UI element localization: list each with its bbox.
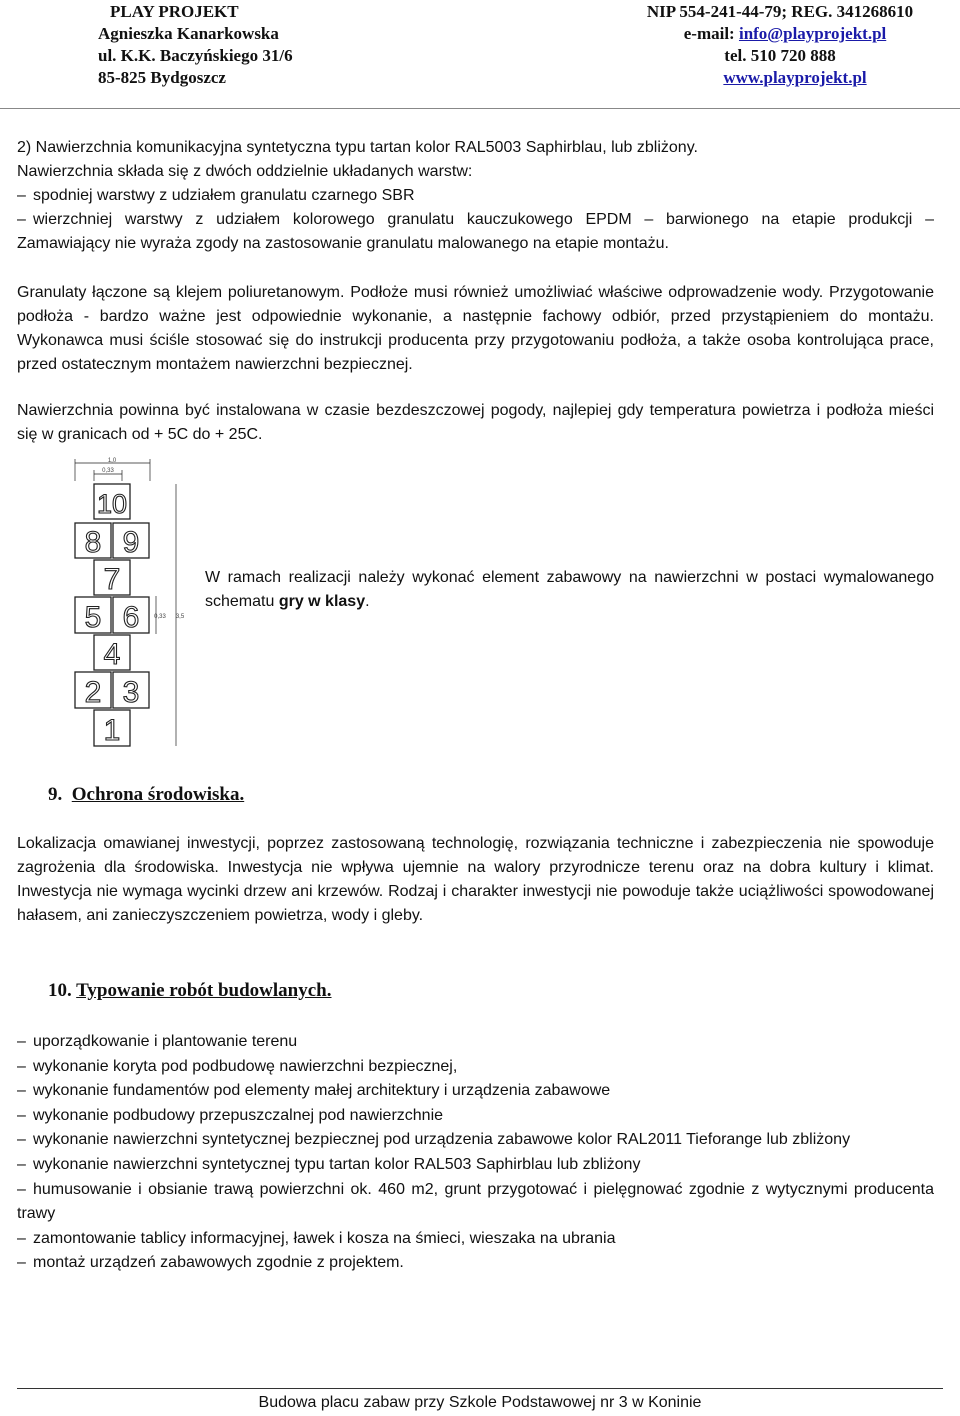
surface-layer-top: – wierzchniej warstwy z udziałem kolorowego granulatu kauczukowego EPDM – barwionego na etapie produkcji – — [17, 208, 934, 232]
list-item: – humusowanie i obsianie trawą powierzchni ok. 460 m2, grunt przygotować i pielęgnować zgodnie z wytycznymi producenta trawy — [17, 1180, 934, 1223]
dash: – — [17, 187, 26, 204]
number-8: 8 — [84, 526, 102, 559]
letterhead-left — [98, 1, 293, 89]
footer-divider — [17, 1388, 943, 1389]
section-10-number: 10. — [48, 980, 72, 1001]
number-6: 6 — [122, 601, 140, 634]
hopscotch-diagram — [68, 456, 188, 751]
works-list — [17, 1030, 934, 1276]
number-9: 9 — [122, 526, 140, 559]
list-item: – wykonanie nawierzchni syntetycznej typu tartan kolor RAL503 Saphirblau lub zbliżony — [17, 1155, 641, 1173]
list-item: – wykonanie podbudowy przepuszczalnej pod nawierzchnie — [17, 1106, 444, 1124]
surface-line-5: Zamawiający nie wyraża zgody na zastosowanie granulatu malowanego na etapie montażu. — [17, 235, 669, 252]
dim-side-outer: 3,5 — [175, 614, 185, 620]
dim-side-inner: 0,33 — [154, 614, 166, 620]
surface-layer-bottom: – spodniej warstwy z udziałem granulatu czarnego SBR — [17, 184, 934, 208]
street-address: ul. K.K. Baczyńskiego 31/6 — [98, 46, 293, 65]
number-7: 7 — [103, 563, 121, 596]
surface-paragraph-3: Nawierzchnia powinna być instalowana w czasie bezdeszczowej pogody, najlepiej gdy temperatura powietrza i podłoża mieści się w granicach od + 5C do + 25C. — [17, 402, 934, 443]
section-9-text: Lokalizacja omawianej inwestycji, poprzez zastosowaną technologię, rozwiązania techniczne i zabezpieczenia nie spowoduje zagrożenia dla środowiska. Inwestycja nie wpływa ujemnie na walory przyrodnicze terenu oraz na dobra kultury i klimat. Inwestycja nie wymaga wycinki drzew ani krzewów. Rodzaj i charakter inwestycji nie powoduje także uciążliwości spowodowanej hałasem, ani zanieczyszczeniem powietrza, wody i gleby. — [17, 835, 934, 924]
surface-line-1: 2) Nawierzchnia komunikacyjna syntetyczna typu tartan kolor RAL5003 Saphirblau, lub zbliżony. — [17, 139, 698, 156]
dim-top: 1,0 — [107, 458, 117, 464]
list-item: – wykonanie nawierzchni syntetycznej bezpiecznej pod urządzenia zabawowe kolor RAL2011 Tieforange lub zbliżony — [17, 1131, 851, 1149]
nip-reg: NIP 554-241-44-79; REG. 341268610 — [646, 2, 914, 21]
list-item: – uporządkowanie i plantowanie terenu — [17, 1033, 298, 1050]
section-9-title: Ochrona środowiska. — [71, 784, 245, 805]
number-1: 1 — [103, 714, 121, 747]
surface-paragraph-2: Granulaty łączone są klejem poliuretanowym. Podłoże musi również umożliwiać właściwe odprowadzenie wody. Przygotowanie podłoża - bardzo ważne jest odpowiednie wykonanie, a następnie fachowy odbiór, przed przystąpieniem do montażu. Wykonawca musi ściśle stosować się do instrukcji producenta przy przygotowaniu podłoża, a także osoba kontrolująca prace, przed ostatecznym montażem nawierzchni bezpiecznej. — [17, 284, 934, 373]
website-link[interactable]: www.playprojekt.pl — [723, 68, 867, 87]
number-10: 10 — [96, 489, 128, 519]
surface-line-2: Nawierzchnia składa się z dwóch oddzielnie układanych warstw: — [17, 163, 473, 180]
number-3: 3 — [122, 676, 140, 709]
surface-paragraph-1 — [17, 136, 934, 256]
section-10-heading — [48, 980, 332, 1002]
letterhead — [0, 0, 960, 109]
number-5: 5 — [84, 601, 102, 634]
phone: tel. 510 720 888 — [724, 46, 836, 65]
letterhead-right — [600, 1, 960, 89]
section-10-title: Typowanie robót budowlanych. — [76, 980, 332, 1001]
email-link[interactable]: info@playprojekt.pl — [738, 24, 887, 43]
email-label: e-mail: — [683, 24, 739, 43]
number-4: 4 — [103, 638, 121, 671]
list-item: – wykonanie fundamentów pod elementy małej architektury i urządzenia zabawowe — [17, 1082, 611, 1100]
list-item: – zamontowanie tablicy informacyjnej, ławek i kosza na śmieci, wieszaka na ubrania — [17, 1229, 616, 1247]
dim-sub: 0,33 — [102, 468, 114, 474]
section-9-number: 9. — [48, 784, 63, 805]
number-2: 2 — [84, 676, 102, 709]
hopscotch-description: W ramach realizacji należy wykonać element zabawowy na nawierzchni w postaci wymalowanego schematu gry w klasy. — [205, 569, 934, 610]
hopscotch-bold: gry w klasy — [278, 593, 366, 610]
owner-name: Agnieszka Kanarkowska — [98, 24, 279, 43]
list-item: – montaż urządzeń zabawowych zgodnie z projektem. — [17, 1254, 404, 1272]
dash: – — [17, 211, 26, 228]
section-9-heading — [48, 784, 244, 806]
list-item: – wykonanie koryta pod podbudowę nawierzchni bezpiecznej, — [17, 1057, 458, 1075]
company-name: PLAY PROJEKT — [110, 2, 239, 21]
city-address: 85-825 Bydgoszcz — [98, 68, 226, 87]
page-footer: Budowa placu zabaw przy Szkole Podstawowej nr 3 w Koninie — [258, 1394, 702, 1411]
email-line — [600, 23, 960, 45]
